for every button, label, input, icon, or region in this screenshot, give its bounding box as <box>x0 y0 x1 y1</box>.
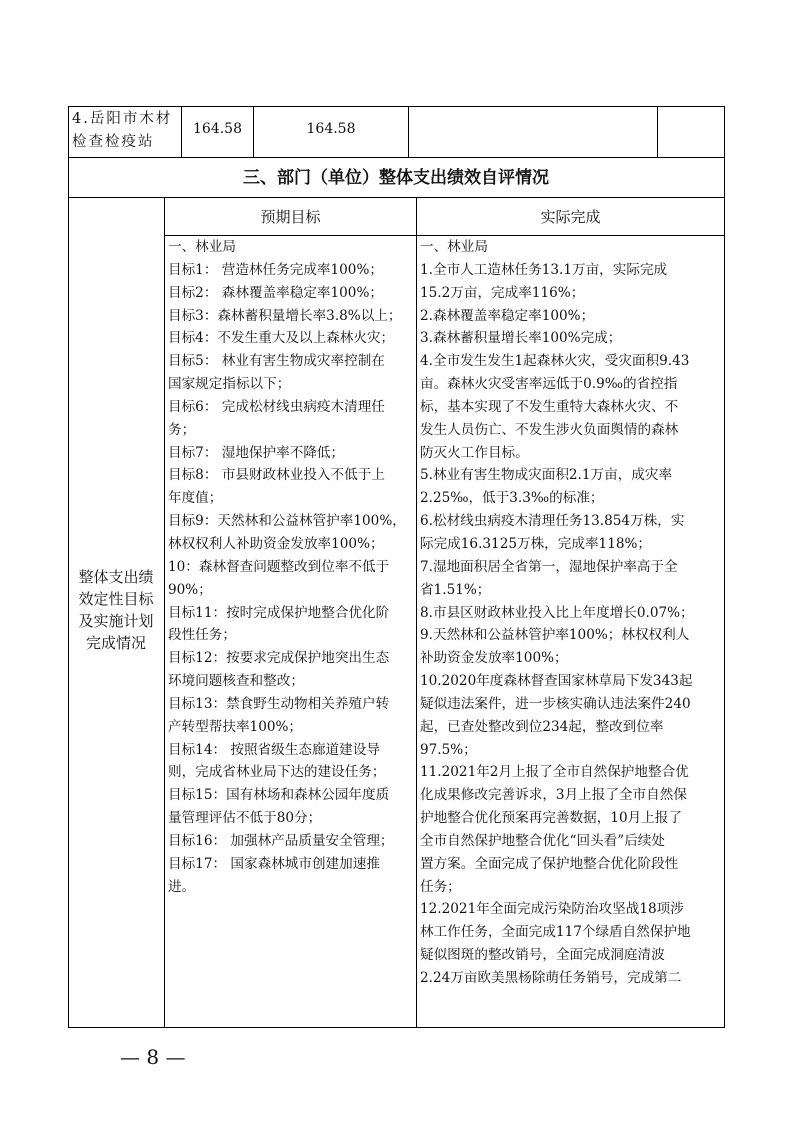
actual-result-line: 15.2万亩，完成率116%； <box>420 284 585 301</box>
actual-result-line: 4.全市发生发生1起森林火灾，受灾面积9.43 <box>420 353 690 370</box>
actual-result-line: 2.24万亩欧美黑杨除萌任务销号，完成第二 <box>420 970 682 986</box>
row-divider <box>68 157 725 158</box>
expected-goal-line: 国家规定指标以下； <box>168 376 291 393</box>
expected-goal-line: 进。 <box>168 878 196 895</box>
expected-goal-line: 目标16： 加强林产品质量安全管理； <box>168 832 394 849</box>
row-divider <box>68 197 725 198</box>
expected-goal-line: 产转型帮扶率100%； <box>168 718 303 735</box>
expected-goal-line: 目标8： 市县财政林业投入不低于上 <box>168 467 385 484</box>
expected-goal-line: 环境问题核查和整改； <box>168 673 304 690</box>
actual-result-line: 8.市县区财政林业投入比上年度增长0.07%； <box>420 604 694 621</box>
expected-goal-line: 目标9：天然林和公益林管护率100%， <box>168 513 406 530</box>
expected-goal-line: 则，完成省林业局下达的建设任务； <box>168 764 386 781</box>
section-title: 三、部门（单位）整体支出绩效自评情况 <box>243 168 549 188</box>
expected-goal-line: 量管理评估不低于80分； <box>168 810 322 827</box>
actual-result-line: 化成果修改完善诉求，3月上报了全市自然保 <box>420 787 687 804</box>
expected-goal-line: 目标2： 森林覆盖率稳定率100%； <box>168 284 383 301</box>
col-divider <box>416 197 417 1028</box>
actual-result-line: 11.2021年2月上报了全市自然保护地整合优 <box>420 764 689 781</box>
expected-goal-line: 目标1： 营造林任务完成率100%； <box>168 261 383 278</box>
expected-goal-line: 林权权利人补助资金发放率100%； <box>168 535 384 552</box>
actual-result-line: 7.湿地面积居全省第一，湿地保护率高于全 <box>420 558 678 575</box>
expected-goal-line: 90%； <box>168 581 212 598</box>
expected-goal-line: 10：森林督查问题整改到位率不低于 <box>168 558 390 575</box>
expected-goal-line: 目标7： 湿地保护率不降低； <box>168 444 345 461</box>
expected-goal-line: 目标12：按要求完成保护地突出生态 <box>168 650 390 667</box>
actual-result-line: 起，已查处整改到位234起，整改到位率 <box>420 718 664 735</box>
actual-value: 164.58 <box>306 121 356 137</box>
actual-result-line: 省1.51%； <box>420 581 491 598</box>
header-expected: 预期目标 <box>260 208 321 226</box>
actual-result-line: 一、林业局 <box>420 239 488 255</box>
actual-result-line: 疑似违法案件，进一步核实确认违法案件240 <box>420 695 691 712</box>
page-number: — 8 — <box>120 1045 186 1069</box>
expected-goal-line: 目标4：不发生重大及以上森林火灾； <box>168 330 395 347</box>
actual-result-line: 任务； <box>420 878 461 895</box>
actual-result-line: 12.2021年全面完成污染防治攻坚战18项涉 <box>420 901 684 918</box>
expected-goal-line: 年度值； <box>168 490 223 507</box>
actual-result-line: 防灭火工作目标。 <box>420 444 529 461</box>
expected-goal-line: 目标3：森林蓄积量增长率3.8%以上； <box>168 307 402 324</box>
actual-result-line: 护地整合优化预案再完善数据，10月上报了 <box>420 810 682 827</box>
budget-value: 164.58 <box>193 121 242 137</box>
actual-result-line: 标，基本实现了不发生重特大森林火灾、不 <box>420 398 679 415</box>
col-divider <box>657 106 658 158</box>
actual-result-line: 10.2020年度森林督查国家林草局下发343起 <box>420 673 693 690</box>
actual-result-line: 6.松材线虫病疫木清理任务13.854万株，实 <box>420 513 685 530</box>
expected-goal-line: 目标6： 完成松材线虫病疫木清理任 <box>168 398 385 415</box>
actual-result-line: 补助资金发放率100%； <box>420 650 568 667</box>
actual-result-line: 林工作任务，全面完成117个绿盾自然保护地 <box>420 924 691 941</box>
actual-result-line: 全市自然保护地整合优化“回头看”后续处 <box>420 832 665 849</box>
expected-goal-line: 目标15：国有林场和森林公园年度质 <box>168 787 390 804</box>
actual-result-line: 亩。森林火灾受害率远低于0.9‰的省控指 <box>420 376 678 393</box>
actual-result-line: 置方案。全面完成了保护地整合优化阶段性 <box>420 855 679 872</box>
table-left-border <box>68 106 69 1028</box>
table-bottom-border <box>68 1027 725 1028</box>
actual-result-line: 5.林业有害生物成灾面积2.1万亩，成灾率 <box>420 467 673 484</box>
actual-result-line: 2.森林覆盖率稳定率100%； <box>420 307 595 324</box>
expected-goal-line: 目标14： 按照省级生态廊道建设导 <box>168 741 380 758</box>
actual-result-line: 9.天然林和公益林管护率100%；林权权利人 <box>420 627 690 644</box>
expected-goal-line: 目标13：禁食野生动物相关养殖户转 <box>168 695 390 712</box>
expected-goal-line: 目标5： 林业有害生物成灾率控制在 <box>168 353 385 370</box>
expected-goal-line: 段性任务； <box>168 627 236 644</box>
actual-result-line: 发生人员伤亡、不发生涉火负面舆情的森林 <box>420 421 679 438</box>
actual-results-list <box>420 236 724 990</box>
actual-result-line: 2.25‰，低于3.3‰的标准； <box>420 490 604 507</box>
col-divider <box>408 106 409 158</box>
expected-goals-list <box>168 236 416 898</box>
actual-result-line: 疑似图斑的整改销号，全面完成洞庭清波 <box>420 947 665 964</box>
unit-name: 4.岳阳市木材 检查检疫站 <box>72 111 173 150</box>
header-actual: 实际完成 <box>540 208 601 226</box>
actual-result-line: 1.全市人工造林任务13.1万亩，实际完成 <box>420 261 668 278</box>
actual-result-line: 际完成16.3125万株，完成率118%； <box>420 535 652 552</box>
col-divider <box>164 197 165 1028</box>
table-top-border <box>68 106 725 107</box>
actual-result-line: 3.森林蓄积量增长率100%完成； <box>420 330 622 347</box>
expected-goal-line: 务； <box>168 421 196 438</box>
expected-goal-line: 目标11：按时完成保护地整合优化阶 <box>168 604 390 621</box>
table-right-border <box>724 106 725 1028</box>
row-label: 整体支出绩 效定性目标 及实施计划 完成情况 <box>78 568 154 652</box>
actual-result-line: 97.5%； <box>420 741 477 758</box>
expected-goal-line: 目标17： 国家森林城市创建加速推 <box>168 855 380 872</box>
expected-goal-line: 一、林业局 <box>168 239 236 255</box>
